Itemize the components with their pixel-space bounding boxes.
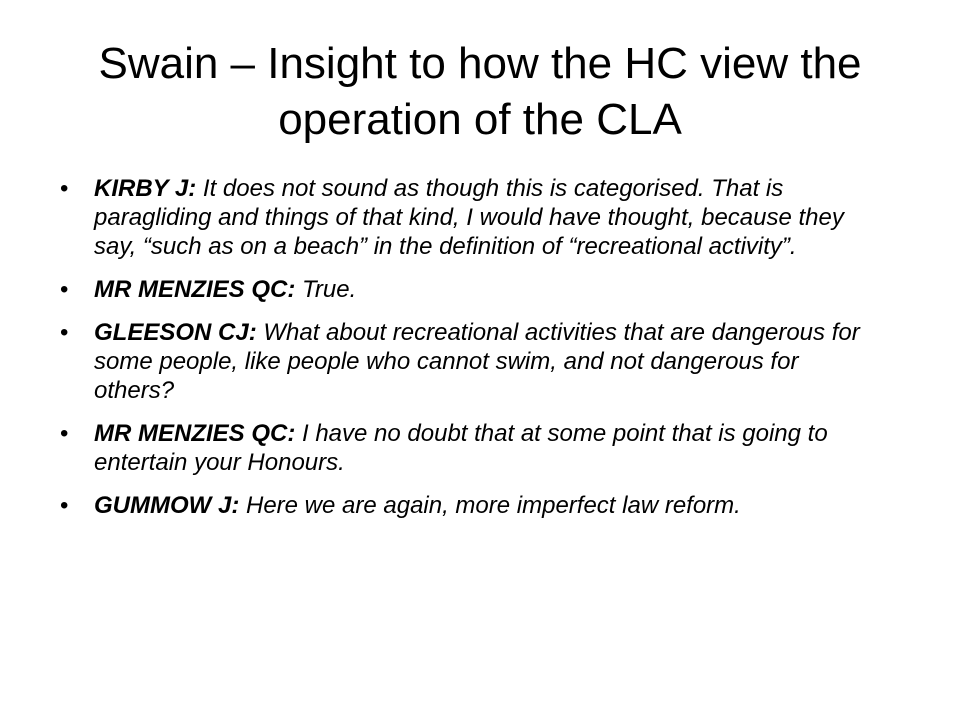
speaker-name: KIRBY J: bbox=[94, 175, 197, 202]
speaker-name: GUMMOW J: bbox=[94, 492, 240, 519]
bullet-list bbox=[60, 174, 880, 534]
speech-text: True. bbox=[295, 276, 357, 303]
list-item bbox=[60, 491, 880, 520]
bullet-icon: • bbox=[60, 492, 69, 519]
list-item bbox=[60, 318, 880, 405]
speech-text: I have no doubt that at some point that is going to entertain your Honours. bbox=[94, 420, 828, 476]
speaker-name: GLEESON CJ: bbox=[94, 319, 257, 346]
speech-text: What about recreational activities that are dangerous for some people, like people who cannot swim, and not dangerous for others? bbox=[94, 319, 860, 404]
slide-title: Swain – Insight to how the HC view the operation of the CLA bbox=[98, 39, 862, 144]
list-item bbox=[60, 419, 880, 477]
list-item bbox=[60, 275, 880, 304]
speaker-name: MR MENZIES QC: bbox=[94, 420, 296, 447]
speaker-name: MR MENZIES QC: bbox=[94, 276, 296, 303]
list-item bbox=[60, 174, 880, 261]
bullet-icon: • bbox=[60, 276, 69, 303]
bullet-icon: • bbox=[60, 420, 69, 447]
speech-text: It does not sound as though this is categorised. That is paragliding and things of that kind, I would have thought, because they say, “such as on a beach” in the definition of “recreational activity”. bbox=[94, 175, 844, 260]
speech-text: Here we are again, more imperfect law reform. bbox=[239, 492, 741, 519]
bullet-icon: • bbox=[60, 175, 69, 202]
bullet-icon: • bbox=[60, 319, 69, 346]
